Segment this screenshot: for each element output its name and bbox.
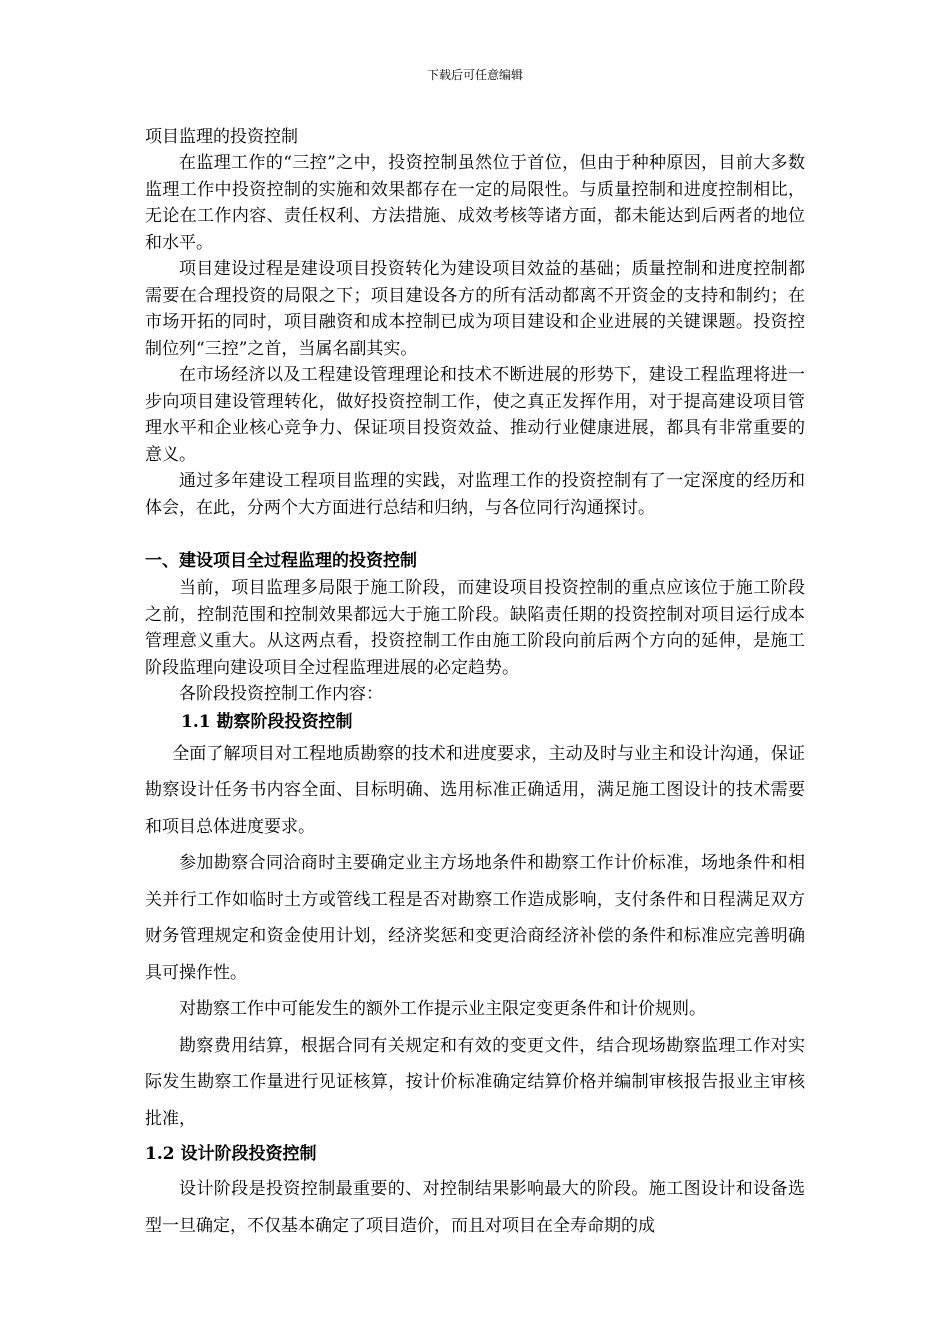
page-header: 下载后可任意编辑	[426, 68, 523, 82]
intro-paragraph: 在监理工作的“三控”之中，投资控制虽然位于首位，但由于种种原因，目前大多数监理工作中投资控制的实施和效果都存在一定的局限性。与质量控制和进度控制相比，无论在工作内容、责任权利、方法措施、成效考核等诸方面，都未能达到后两者的地位和水平。	[145, 153, 805, 253]
section-paragraph: 各阶段投资控制工作内容：	[179, 684, 383, 704]
intro-paragraph: 通过多年建设工程项目监理的实践，对监理工作的投资控制有了一定深度的经历和体会，在此，分两个大方面进行总结和归纳，与各位同行沟通探讨。	[145, 471, 805, 518]
section-heading: 一、建设项目全过程监理的投资控制	[145, 551, 417, 571]
document-title: 项目监理的投资控制	[145, 127, 298, 147]
subsection-paragraph: 设计阶段是投资控制最重要的、对控制结果影响最大的阶段。施工图设计和设备选型一旦确定，不仅基本确定了项目造价，而且对项目在全寿命期的成	[145, 1179, 805, 1236]
intro-paragraph: 在市场经济以及工程建设管理理论和技术不断进展的形势下，建设工程监理将进一步向项目建设管理转化，做好投资控制工作，使之真正发挥作用，对于提高建设项目管理水平和企业核心竞争力、保证项目投资效益、推动行业健康进展，都具有非常重要的意义。	[145, 365, 805, 465]
subsection-paragraph: 参加勘察合同洽商时主要确定业主方场地条件和勘察工作计价标准，场地条件和相关并行工作如临时土方或管线工程是否对勘察工作造成影响，支付条件和日程满足双方财务管理规定和资金使用计划，经济奖惩和变更洽商经济补偿的条件和标准应完善明确具可操作性。	[145, 853, 805, 983]
subsection-paragraph: 全面了解项目对工程地质勘察的技术和进度要求，主动及时与业主和设计沟通，保证勘察设计任务书内容全面、目标明确、选用标准正确适用，满足施工图设计的技术需要和项目总体进度要求。	[145, 743, 805, 837]
intro-paragraph: 项目建设过程是建设项目投资转化为建设项目效益的基础；质量控制和进度控制都需要在合理投资的局限之下；项目建设各方的所有活动都离不开资金的支持和制约；在市场开拓的同时，项目融资和成本控制已成为项目建设和企业进展的关键课题。投资控制位列“三控”之首，当属名副其实。	[145, 259, 805, 359]
subsection-paragraph: 对勘察工作中可能发生的额外工作提示业主限定变更条件和计价规则。	[179, 999, 706, 1019]
section-paragraph: 当前，项目监理多局限于施工阶段，而建设项目投资控制的重点应该位于施工阶段之前，控制范围和控制效果都远大于施工阶段。缺陷责任期的投资控制对项目运行成本管理意义重大。从这两点看，投资控制工作由施工阶段向前后两个方向的延伸，是施工阶段监理向建设项目全过程监理进展的必定趋势。	[145, 578, 805, 678]
subsection-paragraph: 勘察费用结算，根据合同有关规定和有效的变更文件，结合现场勘察监理工作对实际发生勘察工作量进行见证核算，按计价标准确定结算价格并编制审核报告报业主审核批准，	[145, 1035, 805, 1129]
section-spacer	[145, 521, 805, 547]
document-body	[145, 124, 805, 1244]
subsection-heading: 1.1 勘察阶段投资控制	[181, 711, 353, 732]
subsection-heading: 1.2 设计阶段投资控制	[145, 1144, 317, 1164]
